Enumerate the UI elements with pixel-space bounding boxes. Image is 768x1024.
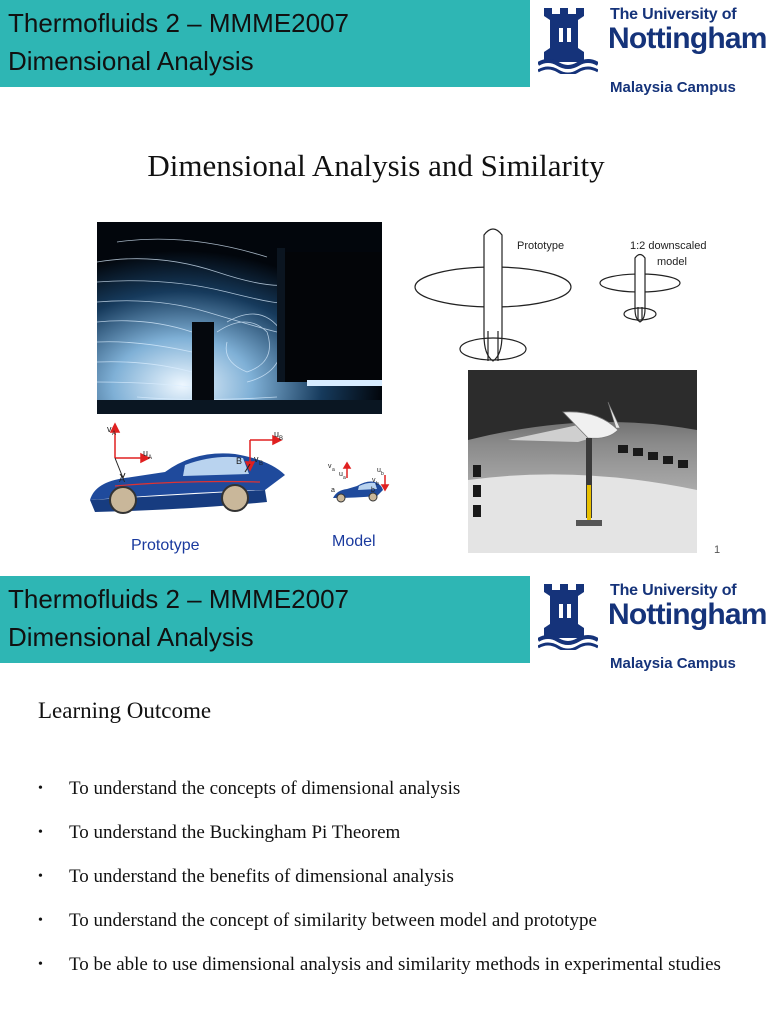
university-logo <box>530 576 768 676</box>
prototype-u-a-sub: A <box>148 455 153 461</box>
prototype-point-b: B <box>236 456 243 466</box>
course-subtitle: Dimensional Analysis <box>8 46 254 76</box>
wind-tunnel-photo <box>468 370 697 553</box>
learning-outcome-list <box>38 776 738 996</box>
list-item <box>38 864 738 890</box>
aircraft-prototype-model-drawing <box>410 225 750 365</box>
list-item <box>38 952 738 978</box>
prototype-point-a: A <box>119 474 126 484</box>
list-item-text: To understand the concept of similarity between model and prototype <box>69 910 597 931</box>
model-point-b: b <box>371 487 375 494</box>
model-v-a-label: v <box>328 463 332 470</box>
model-u-b-label: u <box>377 467 381 474</box>
prototype-u-a-label: u <box>143 448 149 458</box>
list-item-text: To understand the Buckingham Pi Theorem <box>69 822 401 843</box>
model-v-b-label: v <box>372 477 376 484</box>
university-logo <box>530 0 768 100</box>
bullet-icon: • <box>38 957 43 972</box>
prototype-u-b-label: u <box>274 429 280 439</box>
prototype-v-a-label: v <box>107 424 112 434</box>
list-item <box>38 776 738 802</box>
prototype-v-b-label: v <box>254 454 259 464</box>
list-item <box>38 820 738 846</box>
bullet-icon: • <box>38 781 43 796</box>
car-prototype-model-drawing <box>85 420 395 558</box>
car-model-label: Model <box>332 533 376 550</box>
page-number: 1 <box>714 544 721 556</box>
plane-prototype-label: Prototype <box>517 240 565 252</box>
list-item-text: To understand the benefits of dimensional analysis <box>69 866 454 887</box>
list-item <box>38 908 738 934</box>
logo-line-2: Nottingham <box>608 598 767 631</box>
plane-model-label-line2: model <box>657 256 687 268</box>
bullet-icon: • <box>38 913 43 928</box>
model-v-a-sub: a <box>332 467 335 473</box>
slide-2 <box>0 576 768 1024</box>
prototype-u-b-sub: B <box>279 436 284 442</box>
prototype-v-a-sub: A <box>112 431 117 437</box>
course-title: Thermofluids 2 – MMME2007 <box>8 584 350 614</box>
car-prototype-label: Prototype <box>131 537 200 554</box>
logo-campus: Malaysia Campus <box>610 655 736 672</box>
castle-crest-icon <box>538 582 598 650</box>
course-title: Thermofluids 2 – MMME2007 <box>8 8 350 38</box>
plane-model-label-line1: 1:2 downscaled <box>630 240 707 252</box>
list-item-text: To be able to use dimensional analysis and similarity methods in experimental studies <box>69 954 721 975</box>
model-u-a-sub: a <box>343 475 346 481</box>
model-u-a-label: u <box>339 471 343 478</box>
header-bar <box>0 576 530 663</box>
model-v-b-sub: b <box>376 481 379 487</box>
bullet-icon: • <box>38 869 43 884</box>
learning-outcome-heading: Learning Outcome <box>38 698 212 723</box>
prototype-v-b-sub: B <box>259 461 264 467</box>
castle-crest-icon <box>538 6 598 74</box>
logo-campus: Malaysia Campus <box>610 79 736 96</box>
model-point-a: a <box>331 487 335 494</box>
slide-title: Dimensional Analysis and Similarity <box>147 148 605 183</box>
course-subtitle: Dimensional Analysis <box>8 622 254 652</box>
flow-visualization-image <box>97 222 382 414</box>
header-bar <box>0 0 530 87</box>
logo-line-2: Nottingham <box>608 22 767 55</box>
list-item-text: To understand the concepts of dimensional analysis <box>69 778 461 799</box>
logo-line-1: The University of <box>610 582 737 599</box>
bullet-icon: • <box>38 825 43 840</box>
logo-line-1: The University of <box>610 6 737 23</box>
model-u-b-sub: b <box>381 471 384 477</box>
